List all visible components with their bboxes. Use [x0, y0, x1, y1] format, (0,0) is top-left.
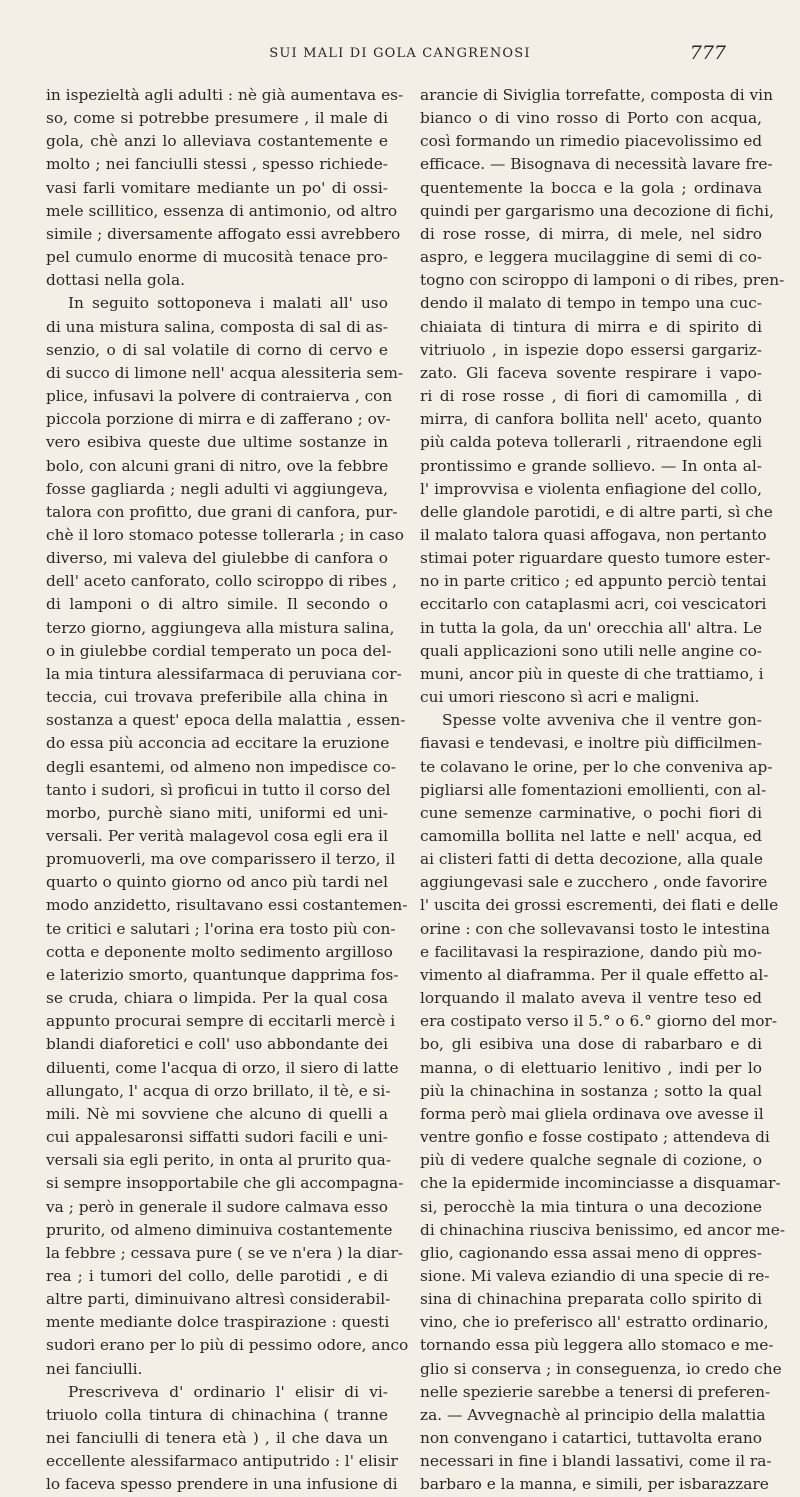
text-line: za. — Avvegnachè al principio della malattia: [420, 1405, 766, 1424]
text-line: più di vedere qualche segnale di cozione, o: [420, 1151, 762, 1170]
text-line: il malato talora quasi affogava, non pertanto: [420, 525, 767, 544]
page-number: 777: [689, 42, 726, 64]
left-column: [46, 84, 409, 1497]
text-line: vimento al diaframma. Per il quale effetto al-: [420, 965, 769, 984]
text-line: tanto i sudori, sì proficui in tutto il corso del: [46, 780, 391, 799]
text-line: aggiungevasi sale e zucchero , onde favorire: [420, 873, 768, 892]
text-line: camomilla bollita nel latte e nell' acqua, ed: [420, 827, 762, 845]
text-line: nei fanciulli di tenera età ) , il che dava un: [46, 1429, 388, 1448]
text-line: pigliarsi alle fomentazioni emollienti, con al-: [420, 780, 767, 799]
text-line: si, perocchè la mia tintura o una decozione: [420, 1197, 762, 1216]
text-line: e laterizio smorto, quantunque dapprima fos-: [46, 965, 399, 984]
text-line: altre parti, diminuivano altresì considerabil-: [46, 1290, 391, 1309]
text-line: terzo giorno, aggiungeva alla mistura salina,: [46, 618, 395, 637]
paragraph: [46, 84, 404, 292]
text-line: ai clisteri fatti di detta decozione, alla quale: [420, 850, 763, 869]
text-line: diverso, mi valeva del giulebbe di canfora o: [46, 549, 388, 568]
text-line: Spesse volte avveniva che il ventre gon-: [442, 711, 762, 730]
text-line: versali sia egli perito, in onta al prurito qua-: [46, 1151, 392, 1170]
text-line: plice, infusavi la polvere di contraierva , con: [46, 387, 393, 406]
page-header: [0, 42, 800, 76]
text-line: prontissimo e grande sollievo. — In onta al-: [420, 456, 762, 475]
text-line: degli esantemi, od almeno non impedisce co-: [46, 757, 396, 776]
text-line: prurito, od almeno diminuiva costantemente: [46, 1220, 393, 1239]
text-line: allungato, l' acqua di orzo brillato, il tè, e si-: [46, 1081, 391, 1100]
text-line: dottasi nella gola.: [46, 271, 185, 290]
text-line: chiaiata di tintura di mirra e di spirito di: [420, 317, 762, 336]
text-line: sudori erano per lo più di pessimo odore, anco: [46, 1336, 409, 1355]
text-line: piccola porzione di mirra e di zafferano ; ov-: [46, 410, 391, 429]
text-line: di chinachina riusciva benissimo, ed ancor me-: [420, 1220, 786, 1239]
text-line: fiavasi e tendevasi, e inoltre più difficilmen-: [420, 734, 762, 753]
text-line: di succo di limone nell' acqua alessiteria sem-: [46, 363, 404, 382]
text-line: lorquando il malato aveva il ventre teso ed: [420, 989, 762, 1008]
text-line: va ; però in generale il sudore calmava esso: [46, 1197, 388, 1216]
text-line: aspro, e leggera mucilaggine di semi di co-: [420, 248, 762, 267]
text-line: così formando un rimedio piacevolissimo ed: [420, 132, 763, 151]
text-line: cui umori riescono sì acri e maligni.: [420, 688, 700, 707]
text-line: bianco o di vino rosso di Porto con acqua,: [420, 109, 762, 128]
text-line: ri di rose rosse , di fiori di camomilla , di: [420, 387, 762, 406]
text-line: morbo, purchè siano miti, uniformi ed uni-: [46, 803, 388, 822]
text-line: mente mediante dolce traspirazione : questi: [46, 1313, 390, 1332]
text-line: di rose rosse, di mirra, di mele, nel sidro: [420, 224, 762, 243]
text-line: e facilitavasi la respirazione, dando più mo-: [420, 942, 762, 961]
text-line: arancie di Siviglia torrefatte, composta di vin: [420, 86, 773, 104]
text-line: in ispezieltà agli adulti : nè già aumentava es-: [46, 86, 404, 104]
text-line: l' uscita dei grossi escrementi, dei flati e delle: [420, 896, 779, 915]
text-line: cui appalesaronsi siffatti sudori facili e uni-: [46, 1128, 388, 1147]
text-line: si sempre insopportabile che gli accompagna-: [46, 1174, 404, 1193]
text-line: pel cumulo enorme di mucosità tenace pro-: [46, 248, 388, 267]
running-head: SUI MALI DI GOLA CANGRENOSI: [269, 46, 531, 61]
text-line: se cruda, chiara o limpida. Per la qual cosa: [46, 989, 388, 1008]
paragraph: [46, 292, 409, 1380]
text-line: sione. Mi valeva eziandio di una specie di re-: [420, 1266, 770, 1285]
text-line: gola, chè anzi lo alleviava costantemente e: [46, 132, 388, 151]
text-line: cune semenze carminative, o pochi fiori di: [420, 803, 762, 822]
text-line: bolo, con alcuni grani di nitro, ove la febbre: [46, 456, 389, 475]
text-line: ventre gonfio e fosse costipato ; attendeva di: [420, 1128, 770, 1147]
text-line: orine : con che sollevavansi tosto le intestina: [420, 919, 771, 938]
text-line: teccia, cui trovava preferibile alla china in: [46, 688, 388, 707]
text-line: stimai poter riguardare questo tumore ester-: [420, 549, 771, 568]
text-line: te colavano le orine, per lo che conveniva ap-: [420, 757, 773, 776]
text-line: eccellente alessifarmaco antiputrido : l' elisir: [46, 1452, 398, 1471]
text-line: nelle spezierie sarebbe a tenersi di preferen-: [420, 1382, 771, 1401]
text-line: so, come si potrebbe presumere , il male di: [46, 109, 388, 128]
text-line: di lamponi o di altro simile. Il secondo o: [46, 595, 388, 614]
text-line: dell' aceto canforato, collo sciroppo di ribes ,: [46, 572, 397, 591]
text-line: mele scillitico, essenza di antimonio, od altro: [46, 201, 398, 220]
text-line: appunto procurai sempre di eccitarli mercè i: [46, 1012, 396, 1031]
text-line: era costipato verso il 5.° o 6.° giorno del mor-: [420, 1012, 778, 1031]
paragraph: [420, 84, 785, 709]
text-line: lo faceva spesso prendere in una infusione di: [46, 1475, 398, 1494]
text-line: forma però mai gliela ordinava ove avesse il: [420, 1104, 764, 1123]
text-line: muni, ancor più in queste di che trattiamo, i: [420, 664, 764, 683]
paragraph: [46, 1381, 398, 1497]
text-line: zato. Gli faceva sovente respirare i vapo-: [420, 363, 762, 382]
text-line: l' improvvisa e violenta enfiagione del collo,: [420, 479, 762, 498]
text-line: modo anzidetto, risultavano essi costantemen-: [46, 896, 408, 915]
text-line: fosse gagliarda ; negli adulti vi aggiungeva,: [46, 479, 388, 498]
text-line: promuoverli, ma ove comparissero il terzo, il: [46, 850, 396, 869]
text-line: diluenti, come l'acqua di orzo, il siero di latte: [46, 1058, 399, 1077]
text-line: più la chinachina in sostanza ; sotto la qual: [420, 1081, 762, 1100]
text-line: chè il loro stomaco potesse tollerarla ; in caso: [46, 525, 405, 544]
text-line: quentemente la bocca e la gola ; ordinava: [420, 178, 762, 197]
text-line: quindi per gargarismo una decozione di fichi,: [420, 201, 774, 220]
text-line: Prescriveva d' ordinario l' elisir di vi-: [68, 1382, 388, 1401]
text-line: vitriuolo , in ispezie dopo essersi gargariz-: [420, 340, 762, 359]
text-line: senzio, o di sal volatile di corno di cervo e: [46, 340, 388, 359]
text-line: delle glandole parotidi, e di altre parti, sì che: [420, 502, 773, 521]
text-line: vero esibiva queste due ultime sostanze in: [46, 433, 388, 452]
text-line: la mia tintura alessifarmaca di peruviana cor-: [46, 664, 402, 683]
text-line: glio si conserva ; in conseguenza, io credo che: [420, 1359, 782, 1378]
text-line: do essa più acconcia ad eccitare la eruzione: [46, 734, 390, 753]
text-line: mirra, di canfora bollita nell' aceto, quanto: [420, 410, 762, 429]
text-line: nei fanciulli.: [46, 1359, 143, 1378]
text-line: sostanza a quest' epoca della malattia , essen-: [46, 711, 406, 730]
text-line: simile ; diversamente affogato essi avrebbero: [46, 224, 401, 243]
text-line: manna, o di elettuario lenitivo , indi per lo: [420, 1058, 762, 1077]
text-line: non convengano i catartici, tuttavolta erano: [420, 1429, 762, 1448]
text-line: eccitarlo con cataplasmi acri, coi vescicatori: [420, 595, 767, 614]
text-line: cotta e deponente molto sedimento argilloso: [46, 942, 393, 961]
text-line: rea ; i tumori del collo, delle parotidi , e di: [46, 1266, 388, 1285]
text-line: necessari in fine i blandi lassativi, come il ra-: [420, 1452, 772, 1471]
text-line: blandi diaforetici e coll' uso abbondante dei: [46, 1035, 388, 1054]
text-line: mili. Nè mi sovviene che alcuno di quelli a: [46, 1104, 388, 1123]
text-line: te critici e salutari ; l'orina era tosto più con-: [46, 919, 396, 938]
text-line: vino, che io preferisco all' estratto ordinario,: [420, 1313, 769, 1332]
text-line: la febbre ; cessava pure ( se ve n'era ) la diar-: [46, 1243, 403, 1262]
text-line: talora con profitto, due grani di canfora, pur-: [46, 502, 398, 521]
text-line: bo, gli esibiva una dose di rabarbaro e di: [420, 1035, 762, 1054]
text-line: quali applicazioni sono utili nelle angine co-: [420, 641, 762, 660]
text-line: versali. Per verità malagevol cosa egli era il: [46, 827, 388, 845]
text-line: che la epidermide incominciasse a disquamar-: [420, 1174, 781, 1193]
text-line: di una mistura salina, composta di sal di as-: [46, 317, 388, 336]
text-line: o in giulebbe cordial temperato un poca del-: [46, 641, 392, 660]
text-line: barbaro e la manna, e simili, per isbarazzare: [420, 1475, 769, 1494]
text-line: più calda poteva tollerarli , ritraendone egli: [420, 433, 762, 452]
text-line: efficace. — Bisognava di necessità lavare fre-: [420, 155, 773, 174]
text-line: dendo il malato di tempo in tempo una cuc-: [420, 294, 762, 313]
text-line: In seguito sottoponeva i malati all' uso: [68, 294, 388, 313]
text-line: togno con sciroppo di lamponi o di ribes, pren-: [420, 271, 785, 290]
right-column: [420, 84, 786, 1497]
text-line: no in parte critico ; ed appunto perciò tentai: [420, 572, 767, 591]
text-line: sina di chinachina preparata collo spirito di: [420, 1290, 762, 1309]
text-line: tornando essa più leggera allo stomaco e me-: [420, 1336, 774, 1355]
text-line: molto ; nei fanciulli stessi , spesso richiede-: [46, 155, 388, 174]
paragraph: [420, 709, 786, 1496]
text-line: vasi farli vomitare mediante un po' di ossi-: [46, 178, 388, 197]
text-line: triuolo colla tintura di chinachina ( tranne: [46, 1405, 388, 1424]
text-line: glio, cagionando essa assai meno di oppres-: [420, 1243, 762, 1262]
text-line: in tutta la gola, da un' orecchia all' altra. Le: [420, 618, 763, 637]
text-line: quarto o quinto giorno od anco più tardi nel: [46, 873, 388, 892]
